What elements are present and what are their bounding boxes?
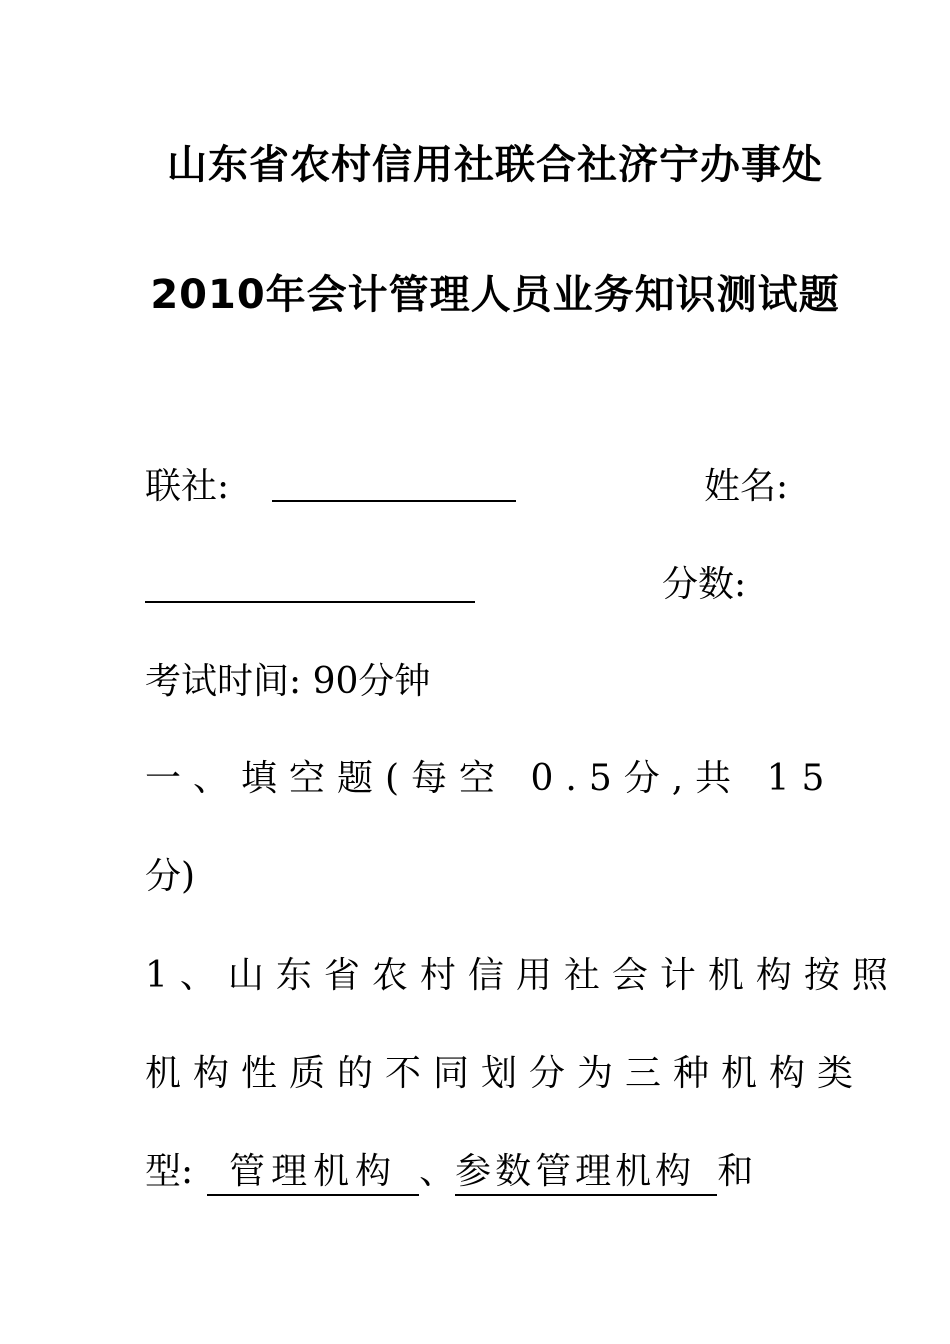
question1-line3: [145, 1150, 753, 1194]
question1-sep: 、: [419, 1151, 456, 1192]
document-title-line1: 山东省农村信用社联合社济宁办事处: [167, 142, 823, 188]
name-label: 姓名:: [704, 466, 789, 507]
answer-blank-1: 管理机构: [207, 1151, 419, 1196]
section1-heading: 一、填空题(每空 0.5分,共 15: [145, 758, 837, 799]
union-label: 联社:: [145, 466, 230, 507]
union-blank[interactable]: [272, 500, 516, 502]
question1-line1: 1、山东省农村信用社会计机构按照: [145, 955, 900, 996]
document-title-line2: 2010年会计管理人员业务知识测试题: [150, 272, 840, 318]
name-blank[interactable]: [145, 601, 475, 603]
answer-blank-2: 参数管理机构: [455, 1151, 717, 1196]
score-label: 分数:: [662, 564, 747, 605]
question1-prefix: 型:: [145, 1151, 194, 1192]
question1-suffix: 和: [717, 1151, 754, 1192]
section1-heading-cont: 分): [145, 856, 196, 897]
exam-time: 考试时间: 90分钟: [145, 661, 431, 702]
question1-line2: 机构性质的不同划分为三种机构类: [145, 1053, 866, 1094]
